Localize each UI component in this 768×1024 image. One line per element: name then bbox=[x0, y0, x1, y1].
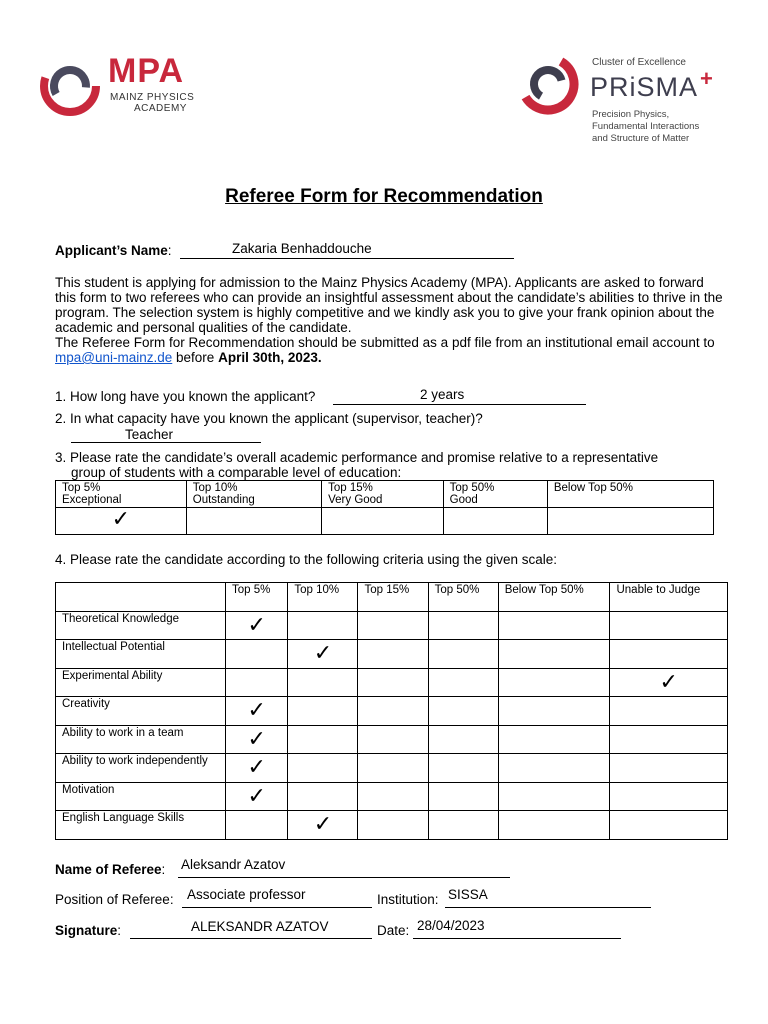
criteria-rating-cell[interactable] bbox=[610, 754, 728, 783]
criteria-column-header: Top 50% bbox=[428, 583, 498, 612]
referee-name-value: Aleksandr Azatov bbox=[181, 857, 286, 872]
criteria-label: English Language Skills bbox=[56, 811, 226, 840]
criteria-rating-cell[interactable] bbox=[498, 811, 610, 840]
table-row bbox=[56, 668, 728, 697]
criteria-rating-cell[interactable] bbox=[226, 725, 288, 754]
signature-value: ALEKSANDR AZATOV bbox=[191, 919, 329, 934]
overall-rating-header: Top 15% Very Good bbox=[322, 481, 444, 508]
criteria-rating-cell[interactable] bbox=[428, 782, 498, 811]
criteria-rating-cell[interactable] bbox=[498, 611, 610, 640]
overall-rating-header: Top 50% Good bbox=[443, 481, 547, 508]
criteria-rating-cell[interactable] bbox=[428, 611, 498, 640]
date-value: 28/04/2023 bbox=[417, 918, 485, 933]
question-1: 1. How long have you known the applicant? bbox=[55, 389, 316, 404]
criteria-column-header: Top 15% bbox=[358, 583, 428, 612]
criteria-rating-cell[interactable] bbox=[498, 754, 610, 783]
criteria-rating-cell[interactable] bbox=[358, 782, 428, 811]
criteria-rating-cell[interactable] bbox=[358, 754, 428, 783]
prisma-cluster-label: Cluster of Excellence bbox=[592, 57, 686, 68]
criteria-rating-cell[interactable] bbox=[226, 754, 288, 783]
checkmark-icon: ✓ bbox=[313, 811, 333, 836]
overall-rating-header: Below Top 50% bbox=[547, 481, 713, 508]
criteria-rating-cell[interactable] bbox=[288, 668, 358, 697]
criteria-rating-cell[interactable] bbox=[498, 640, 610, 669]
deadline: April 30th, 2023. bbox=[218, 350, 322, 365]
mpa-logo-text: MPA bbox=[108, 52, 185, 90]
question-4: 4. Please rate the candidate according to the following criteria using the given scale: bbox=[55, 552, 558, 567]
criteria-rating-cell[interactable] bbox=[226, 697, 288, 726]
criteria-rating-cell[interactable] bbox=[428, 725, 498, 754]
criteria-header-blank bbox=[56, 583, 226, 612]
criteria-rating-cell[interactable] bbox=[358, 725, 428, 754]
prisma-plus: + bbox=[700, 66, 713, 91]
criteria-rating-cell[interactable] bbox=[610, 725, 728, 754]
criteria-column-header: Top 5% bbox=[226, 583, 288, 612]
criteria-rating-cell[interactable] bbox=[498, 668, 610, 697]
table-row bbox=[56, 782, 728, 811]
institution-value: SISSA bbox=[448, 887, 488, 902]
overall-rating-cell[interactable] bbox=[547, 508, 713, 535]
criteria-label: Ability to work in a team bbox=[56, 725, 226, 754]
criteria-rating-cell[interactable] bbox=[358, 611, 428, 640]
prisma-logo-text: PRiSMA bbox=[590, 72, 699, 102]
criteria-rating-cell[interactable] bbox=[428, 668, 498, 697]
criteria-rating-cell[interactable] bbox=[226, 640, 288, 669]
criteria-rating-cell[interactable] bbox=[358, 668, 428, 697]
table-row bbox=[56, 725, 728, 754]
criteria-column-header: Below Top 50% bbox=[498, 583, 610, 612]
checkmark-icon: ✓ bbox=[247, 697, 266, 722]
criteria-rating-cell[interactable] bbox=[226, 611, 288, 640]
intro-paragraph: This student is applying for admission to the Mainz Physics Academy (MPA). Applicants are asked to forward this form to two referees who can provide an insightful assessment about the candidate’s abilities to thrive in the program. The selection system is highly competitive and we kindly ask you to give your frank opinion about the academic and personal qualities of the candidate. The Referee Form for Recommendation should be submitted as a pdf file from an institutional email account to mpa@uni-mainz.de before April 30th, 2023. bbox=[55, 275, 723, 365]
question-2-answer: Teacher bbox=[125, 427, 174, 442]
criteria-column-header: Top 10% bbox=[288, 583, 358, 612]
criteria-label: Creativity bbox=[56, 697, 226, 726]
prisma-description: Precision Physics, bbox=[592, 109, 670, 120]
overall-rating-table bbox=[55, 480, 714, 535]
criteria-rating-cell[interactable] bbox=[226, 811, 288, 840]
table-row bbox=[56, 611, 728, 640]
criteria-rating-cell[interactable] bbox=[288, 697, 358, 726]
applicant-name-value: Zakaria Benhaddouche bbox=[232, 241, 372, 256]
criteria-rating-cell[interactable] bbox=[610, 811, 728, 840]
criteria-rating-cell[interactable] bbox=[428, 811, 498, 840]
criteria-rating-table bbox=[55, 582, 728, 840]
overall-rating-cell[interactable] bbox=[186, 508, 321, 535]
criteria-rating-cell[interactable] bbox=[288, 811, 358, 840]
table-row bbox=[56, 754, 728, 783]
criteria-rating-cell[interactable] bbox=[358, 697, 428, 726]
criteria-rating-cell[interactable] bbox=[498, 782, 610, 811]
criteria-rating-cell[interactable] bbox=[428, 754, 498, 783]
overall-rating-cell[interactable] bbox=[322, 508, 444, 535]
criteria-rating-cell[interactable] bbox=[428, 640, 498, 669]
prisma-description: Fundamental Interactions bbox=[592, 121, 700, 132]
email-link[interactable]: mpa@uni-mainz.de bbox=[55, 350, 173, 365]
criteria-rating-cell[interactable] bbox=[498, 725, 610, 754]
mpa-logo-subtitle: MAINZ PHYSICS bbox=[110, 92, 195, 103]
question-3: group of students with a comparable level of education: bbox=[71, 465, 402, 480]
overall-rating-cell[interactable] bbox=[56, 508, 187, 535]
checkmark-icon: ✓ bbox=[247, 611, 266, 637]
mpa-logo-icon bbox=[40, 54, 104, 118]
referee-name-label: Name of Referee bbox=[55, 862, 162, 877]
question-3: 3. Please rate the candidate’s overall academic performance and promise relative to a representative bbox=[55, 450, 659, 465]
criteria-rating-cell[interactable] bbox=[288, 611, 358, 640]
criteria-rating-cell[interactable] bbox=[498, 697, 610, 726]
position-label: Position of Referee: bbox=[55, 892, 174, 907]
criteria-rating-cell[interactable] bbox=[428, 697, 498, 726]
criteria-rating-cell[interactable] bbox=[226, 782, 288, 811]
criteria-rating-cell[interactable] bbox=[610, 668, 728, 697]
overall-rating-header: Top 5% Exceptional bbox=[56, 481, 187, 508]
criteria-rating-cell[interactable] bbox=[358, 640, 428, 669]
table-row bbox=[56, 697, 728, 726]
criteria-rating-cell[interactable] bbox=[610, 640, 728, 669]
question-2: 2. In what capacity have you known the applicant (supervisor, teacher)? bbox=[55, 411, 483, 426]
applicant-name-label: Applicant’s Name bbox=[55, 243, 168, 258]
institution-label: Institution: bbox=[377, 892, 439, 907]
position-value: Associate professor bbox=[187, 887, 306, 902]
prisma-description: and Structure of Matter bbox=[592, 133, 690, 144]
overall-rating-header: Top 10% Outstanding bbox=[186, 481, 321, 508]
signature-label: Signature bbox=[55, 923, 118, 938]
criteria-label: Experimental Ability bbox=[56, 668, 226, 697]
checkmark-icon: ✓ bbox=[313, 640, 333, 665]
checkmark-icon: ✓ bbox=[247, 782, 266, 808]
criteria-rating-cell[interactable] bbox=[288, 754, 358, 783]
criteria-rating-cell[interactable] bbox=[358, 811, 428, 840]
criteria-rating-cell[interactable] bbox=[288, 725, 358, 754]
criteria-rating-cell[interactable] bbox=[610, 782, 728, 811]
prisma-logo-icon bbox=[516, 52, 580, 116]
criteria-label: Theoretical Knowledge bbox=[56, 611, 226, 640]
date-label: Date: bbox=[377, 923, 410, 938]
criteria-label: Intellectual Potential bbox=[56, 640, 226, 669]
page-title: Referee Form for Recommendation bbox=[225, 186, 543, 207]
criteria-rating-cell[interactable] bbox=[288, 640, 358, 669]
criteria-rating-cell[interactable] bbox=[288, 782, 358, 811]
criteria-rating-cell[interactable] bbox=[610, 611, 728, 640]
table-row bbox=[56, 640, 728, 669]
criteria-label: Ability to work independently bbox=[56, 754, 226, 783]
criteria-label: Motivation bbox=[56, 782, 226, 811]
table-row bbox=[56, 811, 728, 840]
checkmark-icon: ✓ bbox=[111, 506, 131, 531]
criteria-rating-cell[interactable] bbox=[226, 668, 288, 697]
criteria-column-header: Unable to Judge bbox=[610, 583, 728, 612]
checkmark-icon: ✓ bbox=[247, 725, 266, 751]
checkmark-icon: ✓ bbox=[659, 668, 678, 694]
mpa-logo-subtitle: ACADEMY bbox=[134, 103, 187, 114]
question-1-answer: 2 years bbox=[420, 387, 465, 402]
overall-rating-cell[interactable] bbox=[443, 508, 547, 535]
checkmark-icon: ✓ bbox=[247, 754, 266, 779]
criteria-rating-cell[interactable] bbox=[610, 697, 728, 726]
